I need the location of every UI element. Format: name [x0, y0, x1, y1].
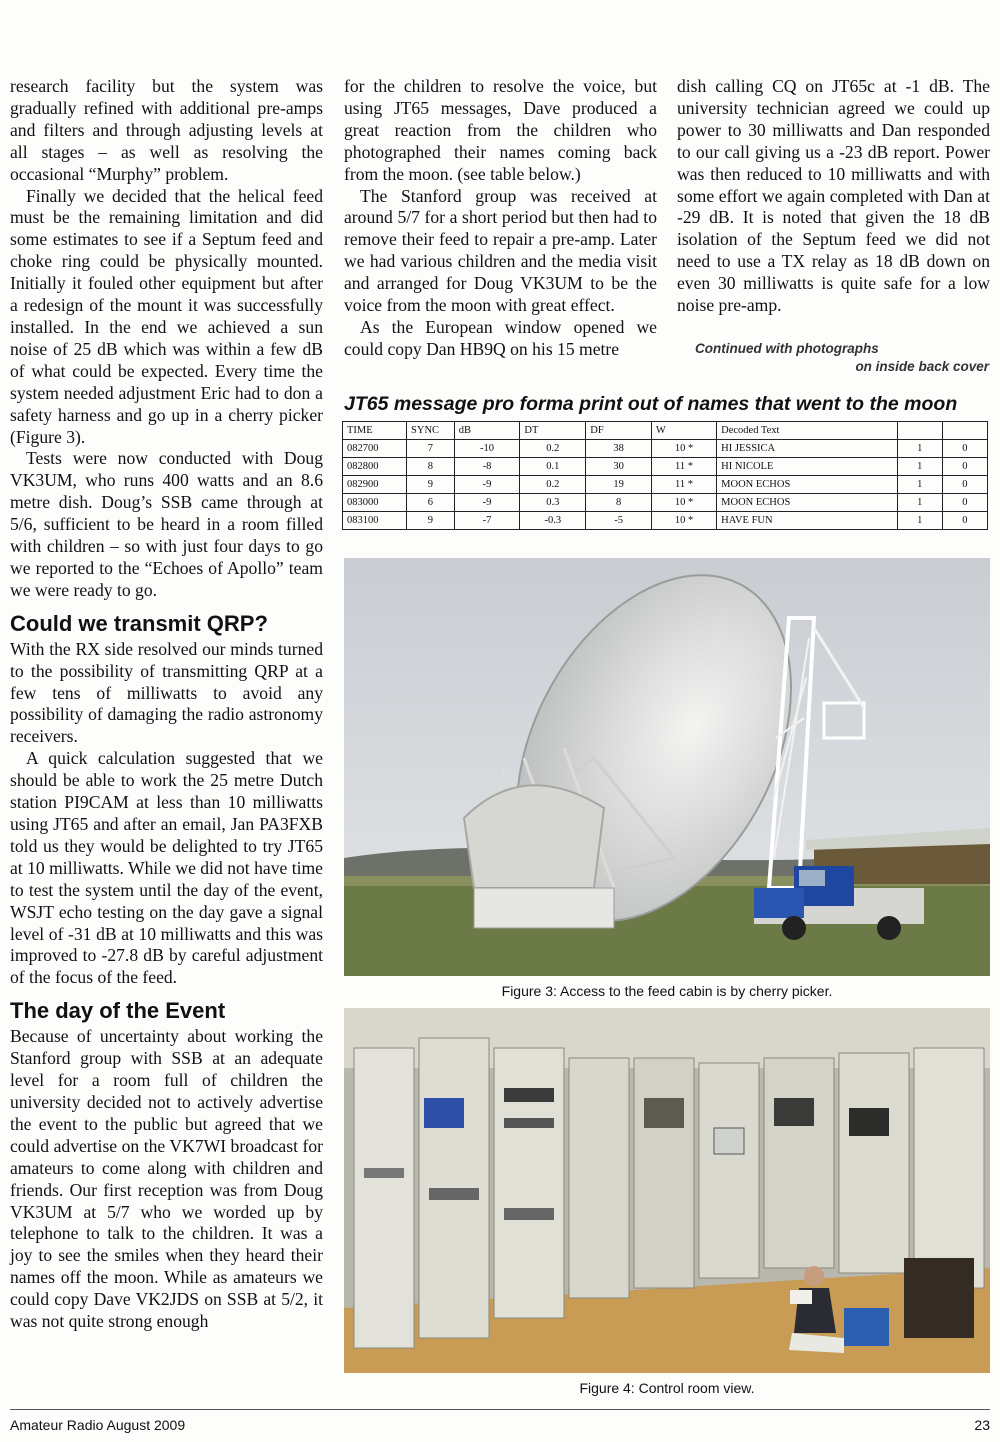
table-title: JT65 message pro forma print out of names that went to the moon: [344, 393, 958, 415]
table-cell: 0: [942, 458, 987, 476]
paragraph: Tests were now conducted with Doug VK3UM, who runs 400 watts and an 8.6 metre dish. Doug’s SSB came through at 5/6, sufficient to be heard in a room filled with children – so with just four days to go we reported to the “Echoes of Apollo” team we were ready to go.: [10, 448, 323, 600]
table-cell: 082800: [343, 458, 407, 476]
article-column-1: [10, 76, 323, 1333]
paragraph: As the European window opened we could copy Dan HB9Q on his 15 metre: [344, 316, 657, 359]
publication-info: Amateur Radio August 2009: [10, 1417, 186, 1433]
figure-4-photo: [344, 1008, 990, 1373]
radio-telescope-image: [344, 558, 990, 976]
paragraph: The Stanford group was received at around 5/7 for a short period but then had to remove their feed to repair a pre-amp. Later we had various children and the media visit and arranged for Doug VK3UM to be the voice from the moon with great effect.: [344, 185, 657, 316]
table-cell: 7: [407, 440, 455, 458]
table-cell: 8: [586, 494, 652, 512]
table-cell: 0.2: [520, 476, 586, 494]
table-cell: -10: [454, 440, 520, 458]
table-cell: 10 *: [651, 440, 716, 458]
table-cell: -0.3: [520, 512, 586, 530]
table-cell: -9: [454, 494, 520, 512]
paragraph: A quick calculation suggested that we should be able to work the 25 metre Dutch station PI9CAM at less than 10 milliwatts using JT65 and after an email, Jan PA3FXB told us they would be delighted to try JT65 at 10 milliwatts. While we did not have time to test the system until the day of the event, WSJT echo testing on the day gave a signal level of -31 dB at 10 milliwatts and this was improved to -27.8 dB by careful adjustment of the focus of the feed.: [10, 748, 323, 988]
column-header: DF: [586, 422, 652, 440]
continued-line-2: on inside back cover: [855, 359, 989, 374]
table-cell: 10 *: [651, 512, 716, 530]
table-cell: HI NICOLE: [717, 458, 898, 476]
table-cell: 083100: [343, 512, 407, 530]
table-cell: 11 *: [651, 476, 716, 494]
table-cell: 1: [897, 476, 942, 494]
table-cell: 1: [897, 440, 942, 458]
column-header: TIME: [343, 422, 407, 440]
figure-4-caption: Figure 4: Control room view.: [579, 1380, 755, 1396]
column-header: [942, 422, 987, 440]
table-cell: 083000: [343, 494, 407, 512]
column-header: W: [651, 422, 716, 440]
column-header: [897, 422, 942, 440]
table-cell: 1: [897, 512, 942, 530]
paragraph: Because of uncertainty about working the Stanford group with SSB at an adequate level for a room full of children the university decided not to actively advertise the event to the public but agreed that we could advertise on the VK7WI broadcast for amateurs to come along with children and friends. Our first reception was from Doug VK3UM at 5/7 who we worded up by telephone to talk to the children. It was a joy to see the smiles when they heard their names off the moon. While as amateurs we could copy Dave VK2JDS on SSB at 5/2, it was not quite strong enough: [10, 1026, 323, 1332]
table-header-row: [343, 422, 988, 440]
table-cell: 1: [897, 494, 942, 512]
table-cell: 0: [942, 494, 987, 512]
table-cell: 0: [942, 512, 987, 530]
table-cell: HAVE FUN: [717, 512, 898, 530]
table-cell: 9: [407, 512, 455, 530]
jt65-table: [342, 421, 988, 530]
table-cell: 0: [942, 476, 987, 494]
table-cell: -8: [454, 458, 520, 476]
table-cell: -5: [586, 512, 652, 530]
page-number: 23: [974, 1417, 990, 1433]
table-cell: 8: [407, 458, 455, 476]
table-cell: MOON ECHOS: [717, 476, 898, 494]
table-cell: 6: [407, 494, 455, 512]
table-cell: 0: [942, 440, 987, 458]
column-header: dB: [454, 422, 520, 440]
table-row: [343, 512, 988, 530]
table-cell: 0.1: [520, 458, 586, 476]
table-cell: HI JESSICA: [717, 440, 898, 458]
table-row: [343, 440, 988, 458]
figure-3-photo: [344, 558, 990, 976]
table-cell: -7: [454, 512, 520, 530]
continued-line-1: Continued with photographs: [695, 341, 879, 356]
table-cell: 0.2: [520, 440, 586, 458]
table-cell: 1: [897, 458, 942, 476]
table-row: [343, 494, 988, 512]
article-column-3: [677, 76, 990, 317]
section-heading-event: The day of the Event: [10, 998, 226, 1024]
table-cell: 38: [586, 440, 652, 458]
page-footer: [10, 1409, 990, 1433]
article-column-2: [344, 76, 657, 361]
table-cell: 11 *: [651, 458, 716, 476]
control-room-image: [344, 1008, 990, 1373]
table-row: [343, 476, 988, 494]
table-row: [343, 458, 988, 476]
table-cell: 9: [407, 476, 455, 494]
table-cell: 10 *: [651, 494, 716, 512]
blue-crate: [844, 1308, 889, 1346]
section-heading-qrp: Could we transmit QRP?: [10, 610, 268, 636]
table-cell: 082700: [343, 440, 407, 458]
paragraph: dish calling CQ on JT65c at -1 dB. The university technician agreed we could up power to 30 milliwatts and Dan responded to our call giving us a -23 dB report. Power was then reduced to 10 milliwatts and with some effort we again completed with Dan at -29 dB. It is noted that given the 18 dB isolation of the Septum feed we did not need to use a TX relay as 18 dB down on even 30 milliwatts is quite safe for a low noise pre-amp.: [677, 76, 990, 316]
table-cell: 0.3: [520, 494, 586, 512]
paragraph: Finally we decided that the helical feed must be the remaining limitation and did some estimates to see if a Septum feed and choke ring could be physically mounted. Initially it fouled other equipment but after a redesign of the mount it was successfully installed. In the end we achieved a sun noise of 25 dB which was within a few dB of what could be expected. Every time the system needed adjustment Eric had to don a safety harness and go up in a cherry picker (Figure 3).: [10, 185, 323, 447]
paragraph: research facility but the system was gradually refined with additional pre-amps and filters and through adjusting levels at all stages – as well as resolving the occasional “Murphy” problem.: [10, 76, 323, 184]
paragraph: With the RX side resolved our minds turned to the possibility of transmitting QRP at a few tens of milliwatts to avoid any possibility of damaging the radio astronomy receivers.: [10, 638, 323, 747]
figure-3-caption: Figure 3: Access to the feed cabin is by cherry picker.: [501, 983, 833, 999]
column-header: DT: [520, 422, 586, 440]
continued-note: [677, 340, 989, 376]
table-cell: 082900: [343, 476, 407, 494]
column-header: SYNC: [407, 422, 455, 440]
table-cell: 19: [586, 476, 652, 494]
column-header: Decoded Text: [717, 422, 898, 440]
table-cell: -9: [454, 476, 520, 494]
table-cell: MOON ECHOS: [717, 494, 898, 512]
table-cell: 30: [586, 458, 652, 476]
paragraph: for the children to resolve the voice, but using JT65 messages, Dave produced a great reaction from the children who photographed their names coming back from the moon. (see table below.): [344, 76, 657, 184]
